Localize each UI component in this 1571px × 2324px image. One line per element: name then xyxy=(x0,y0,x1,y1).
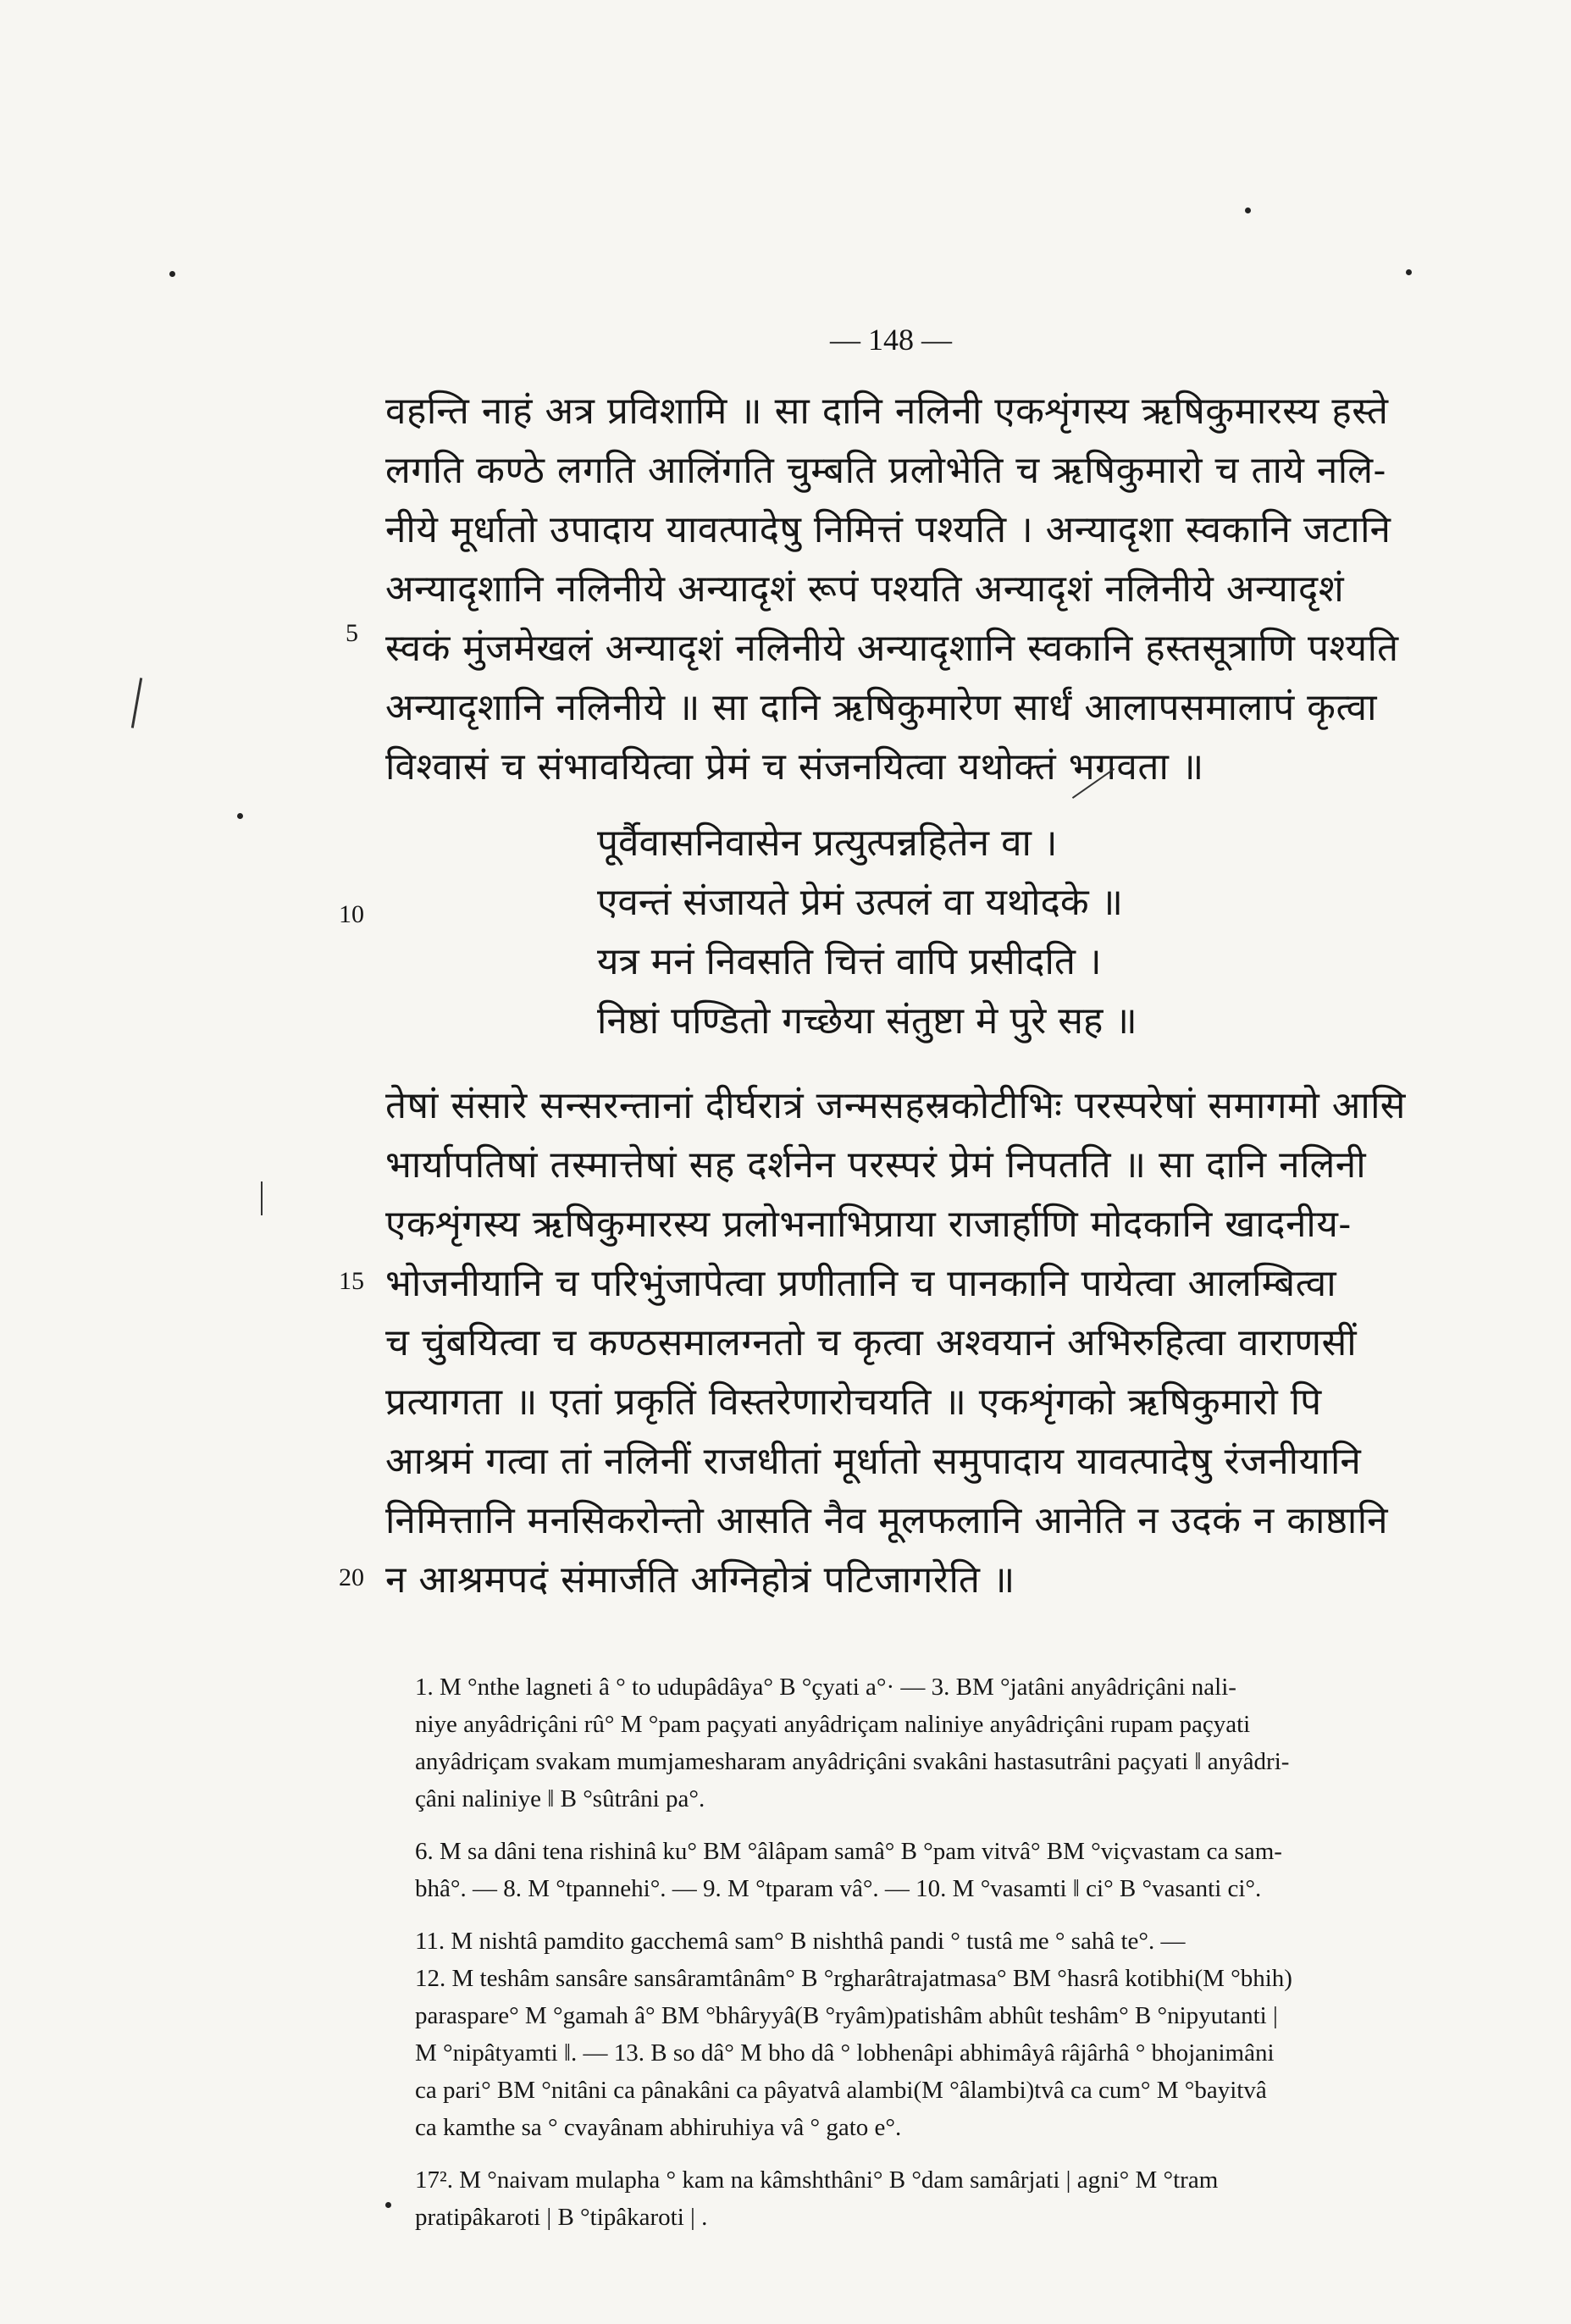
text-line: अन्यादृशानि नलिनीये ॥ सा दानि ऋषिकुमारेण सार्धं आलापसमालापं कृत्वा xyxy=(385,686,1377,729)
text-line: च चुंबयित्वा च कण्ठसमालग्नतो च कृत्वा अश्वयानं अभिरुहित्वा वाराणसीं xyxy=(385,1321,1358,1364)
page-number: — 148 — xyxy=(830,323,952,357)
line-number: 15 xyxy=(339,1267,364,1295)
footnote-line: pratipâkaroti | B °tipâkaroti | . xyxy=(415,2204,708,2231)
text-line: एकशृंगस्य ऋषिकुमारस्य प्रलोभनाभिप्राया राजार्हाणि मोदकानि खादनीय- xyxy=(385,1203,1352,1246)
scan-speck xyxy=(1245,208,1251,213)
text-line: वहन्ति नाहं अत्र प्रविशामि ॥ सा दानि नलिनी एकशृंगस्य ऋषिकुमारस्य हस्ते xyxy=(385,390,1389,433)
text-line: लगति कण्ठे लगति आलिंगति चुम्बति प्रलोभेति च ऋषिकुमारो च ताये नलि- xyxy=(385,449,1386,492)
footnote-line: ca pari° BM °nitâni ca pânakâni ca pâyatvâ alambi(M °âlambi)tvâ ca cum° M °bayitvâ xyxy=(415,2077,1267,2104)
line-number: 5 xyxy=(346,619,358,647)
footnote-line: 12. M teshâm sansâre sansâramtânâm° B °rgharâtrajatmasa° BM °hasrâ kotibhi(M °bhih) xyxy=(415,1965,1292,1992)
text-line: अन्यादृशानि नलिनीये अन्यादृशं रूपं पश्यति अन्यादृशं नलिनीये अन्यादृशं xyxy=(385,567,1345,611)
scan-speck xyxy=(237,813,243,819)
scan-speck xyxy=(169,271,175,277)
footnote-line: M °nipâtyamti ‖. — 13. B so dâ° M bho dâ ° lobhenâpi abhimâyâ râjârhâ ° bhojanimâni xyxy=(415,2039,1275,2067)
line-number: 20 xyxy=(339,1563,364,1591)
text-line: भोजनीयानि च परिभुंजापेत्वा प्रणीतानि च पानकानि पायेत्वा आलम्बित्वा xyxy=(385,1262,1337,1305)
footnote-line: 11. M nishtâ pamdito gacchemâ sam° B nishthâ pandi ° tustâ me ° sahâ te°. — xyxy=(415,1928,1186,1955)
text-line: नीये मूर्धातो उपादाय यावत्पादेषु निमित्तं पश्यति । अन्यादृशा स्वकानि जटानि xyxy=(385,508,1391,551)
footnote-line: bhâ°. — 8. M °tpannehi°. — 9. M °tparam vâ°. — 10. M °vasamti ‖ ci° B °vasanti ci°. xyxy=(415,1875,1262,1902)
text-line: तेषां संसारे सन्सरन्तानां दीर्घरात्रं जन्मसहस्रकोटीभिः परस्परेषां समागमो आसि xyxy=(385,1084,1406,1127)
footnote-line: ca kamthe sa ° cvayânam abhiruhiya vâ ° gato e°. xyxy=(415,2114,902,2141)
footnote-line: niye anyâdriçâni rû° M °pam paçyati anyâdriçam naliniye anyâdriçâni rupam paçyati xyxy=(415,1711,1251,1738)
footnote-line: 17². M °naivam mulapha ° kam na kâmshthâni° B °dam samârjati | agni° M °tram xyxy=(415,2166,1219,2194)
scan-stroke xyxy=(261,1181,263,1215)
text-line: न आश्रमपदं संमार्जति अग्निहोत्रं पटिजागरेति ॥ xyxy=(385,1558,1015,1602)
verse-line: पूर्वैवासनिवासेन प्रत्युत्पन्नहितेन वा । xyxy=(597,822,1058,865)
verse-line: यत्र मनं निवसति चित्तं वापि प्रसीदति । xyxy=(597,940,1102,983)
verse-line: एवन्तं संजायते प्रेमं उत्पलं वा यथोदके ॥ xyxy=(597,881,1123,924)
scan-speck xyxy=(1406,269,1412,275)
footnote-line: çâni naliniye ‖ B °sûtrâni pa°. xyxy=(415,1785,705,1812)
text-line: भार्यापतिषां तस्मात्तेषां सह दर्शनेन परस्परं प्रेमं निपतति ॥ सा दानि नलिनी xyxy=(385,1143,1367,1187)
verse-line: निष्ठां पण्डितो गच्छेया संतुष्टा मे पुरे सह ॥ xyxy=(597,999,1137,1043)
footnote-line: 6. M sa dâni tena rishinâ ku° BM °âlâpam samâ° B °pam vitvâ° BM °viçvastam ca sam- xyxy=(415,1838,1282,1865)
text-line: विश्वासं च संभावयित्वा प्रेमं च संजनयित्वा यथोक्तं भगवता ॥ xyxy=(385,745,1204,788)
line-number: 10 xyxy=(339,900,364,928)
text-line: निमित्तानि मनसिकरोन्तो आसति नैव मूलफलानि आनेति न उदकं न काष्ठानि xyxy=(385,1499,1389,1542)
text-line: आश्रमं गत्वा तां नलिनीं राजधीतां मूर्धातो समुपादाय यावत्पादेषु रंजनीयानि xyxy=(385,1440,1362,1483)
footnote-line: 1. M °nthe lagneti â ° to udupâdâya° B °çyati a°· — 3. BM °jatâni anyâdriçâni nali- xyxy=(415,1674,1236,1701)
text-line: स्वकं मुंजमेखलं अन्यादृशं नलिनीये अन्यादृशानि स्वकानि हस्तसूत्राणि पश्यति xyxy=(385,627,1399,670)
text-line: प्रत्यागता ॥ एतां प्रकृतिं विस्तरेणारोचयति ॥ एकशृंगको ऋषिकुमारो पि xyxy=(385,1381,1322,1424)
footnote-line: paraspare° M °gamah â° BM °bhâryyâ(B °ryâm)patishâm abhût teshâm° B °nipyutanti | xyxy=(415,2002,1278,2029)
footnote-line: anyâdriçam svakam mumjamesharam anyâdriçâni svakâni hastasutrâni paçyati ‖ anyâdri- xyxy=(415,1748,1290,1775)
scan-stroke xyxy=(131,678,142,728)
scan-speck xyxy=(385,2202,391,2208)
